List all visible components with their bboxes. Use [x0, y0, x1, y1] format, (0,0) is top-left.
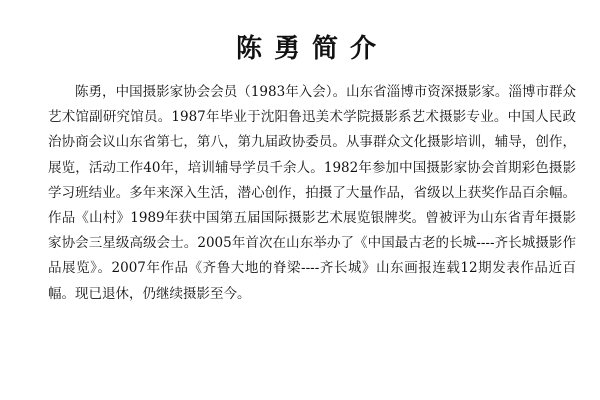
biography-paragraph: 陈勇，中国摄影家协会会员（1983年入会）。山东省淄博市资深摄影家。淄博市群众艺术馆副研究馆员。1987年毕业于沈阳鲁迅美术学院摄影系艺术摄影专业。中国人民政治协商会议山东省第七，第八，第九届政协委员。从事群众文化摄影培训，辅导，创作，展览，活动工作40年，培训辅导学员千余人。1982年参加中国摄影家协会首期彩色摄影学习班结业。多年来深入生活，潜心创作，拍摄了大量作品，省级以上获奖作品百余幅。作品《山村》1989年获中国第五届国际摄影艺术展览银牌奖。曾被评为山东省青年摄影家协会三星级高级会士。2005年首次在山东举办了《中国最古老的长城----齐长城摄影作品展览》。2007年作品《齐鲁大地的脊梁----齐长城》山东画报连载12期发表作品近百幅。现已退休，仍继续摄影至今。 [48, 84, 576, 302]
document-title: 陈勇简介 [235, 34, 388, 64]
